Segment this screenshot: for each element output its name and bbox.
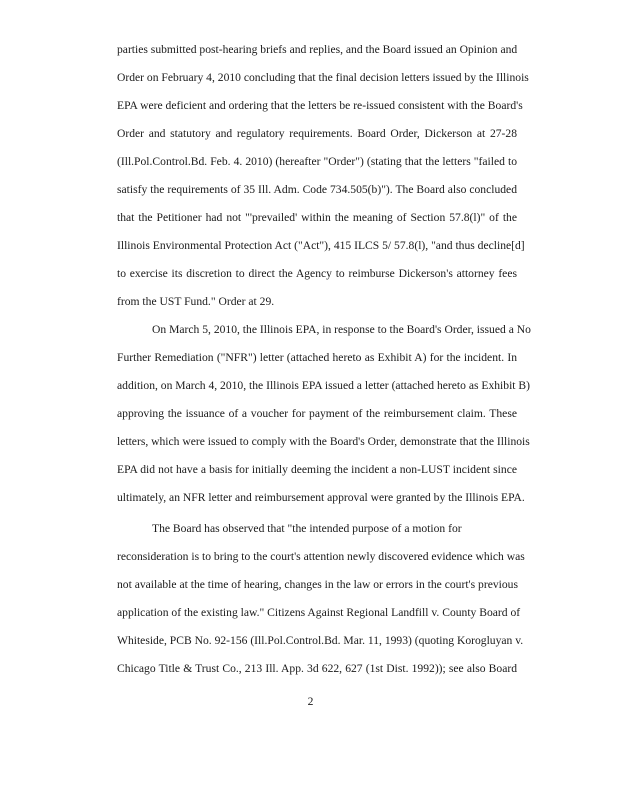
page-number: 2 [307, 695, 314, 708]
paragraph-1-line-1: parties submitted post-hearing briefs and replies, and the Board issued an Opinion and [117, 43, 518, 56]
paragraph-2-line-7: ultimately, an NFR letter and reimbursement approval were granted by the Illinois EPA. [117, 491, 525, 504]
paragraph-1-line-4: Order and statutory and regulatory requirements. Board Order, Dickerson at 27-28 [117, 127, 517, 140]
paragraph-3-line-3: not available at the time of hearing, changes in the law or errors in the court's previous [117, 578, 518, 591]
paragraph-3-line-4: application of the existing law." Citizens Against Regional Landfill v. County Board of [117, 606, 521, 619]
paragraph-1-line-2: Order on February 4, 2010 concluding that the final decision letters issued by the Illinois [117, 71, 529, 84]
paragraph-1-line-10: from the UST Fund." Order at 29. [117, 295, 275, 308]
paragraph-2-line-4: approving the issuance of a voucher for payment of the reimbursement claim. These [117, 407, 517, 420]
paragraph-2-line-1: On March 5, 2010, the Illinois EPA, in response to the Board's Order, issued a No [152, 323, 531, 336]
paragraph-1-line-9: to exercise its discretion to direct the Agency to reimburse Dickerson's attorney fees [117, 267, 517, 280]
paragraph-2-line-2: Further Remediation ("NFR") letter (attached hereto as Exhibit A) for the incident. In [117, 351, 517, 364]
paragraph-1-line-5: (Ill.Pol.Control.Bd. Feb. 4. 2010) (hereafter "Order") (stating that the letters "failed to [117, 155, 517, 168]
paragraph-1-line-8: Illinois Environmental Protection Act ("Act"), 415 ILCS 5/ 57.8(l), "and thus decline[d] [117, 239, 525, 252]
paragraph-2-line-5: letters, which were issued to comply with the Board's Order, demonstrate that the Illinois [117, 435, 530, 448]
paragraph-2-line-3: addition, on March 4, 2010, the Illinois EPA issued a letter (attached hereto as Exhibit B) [117, 379, 530, 392]
paragraph-2-line-6: EPA did not have a basis for initially deeming the incident a non-LUST incident since [117, 463, 517, 476]
paragraph-3-line-1: The Board has observed that "the intended purpose of a motion for [152, 522, 462, 535]
paragraph-3-line-6: Chicago Title & Trust Co., 213 Ill. App. 3d 622, 627 (1st Dist. 1992)); see also Board [117, 662, 517, 675]
paragraph-1-line-6: satisfy the requirements of 35 Ill. Adm. Code 734.505(b)"). The Board also concluded [117, 183, 517, 196]
paragraph-3-line-5: Whiteside, PCB No. 92-156 (Ill.Pol.Control.Bd. Mar. 11, 1993) (quoting Korogluyan v. [117, 634, 524, 647]
paragraph-1-line-3: EPA were deficient and ordering that the letters be re-issued consistent with the Board's [117, 99, 523, 112]
paragraph-1-line-7: that the Petitioner had not "'prevailed' within the meaning of Section 57.8(l)" of the [117, 211, 517, 224]
paragraph-3-line-2: reconsideration is to bring to the court's attention newly discovered evidence which was [117, 550, 525, 563]
